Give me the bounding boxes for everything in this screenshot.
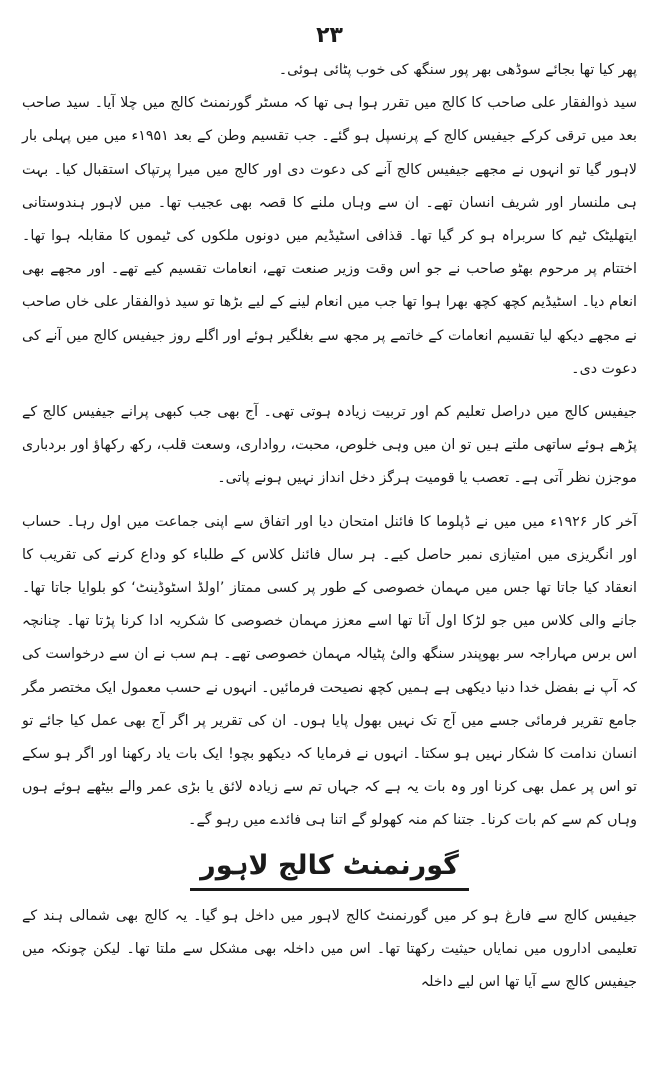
paragraph-gap — [22, 386, 637, 396]
paragraph-gap — [22, 496, 637, 506]
section-heading: گورنمنٹ کالج لاہور — [190, 846, 469, 891]
section-heading-wrap — [22, 846, 637, 894]
paragraph: جیفیس کالج سے فارغ ہو کر میں گورنمنٹ کالج لاہور میں داخل ہو گیا۔ یہ کالج بھی شمالی ہند کے تعلیمی اداروں میں نمایاں حیثیت رکھتا تھا۔ اس میں داخلہ بھی مشکل سے ملتا تھا۔ لیکن چونکہ میں جیفیس کالج سے آیا تھا اس لیے داخلہ — [22, 907, 637, 991]
paragraph: پھر کیا تھا بجائے سوڈھی بھر پور سنگھ کی خوب پٹائی ہوئی۔ — [278, 62, 637, 78]
paragraph: جیفیس کالج میں دراصل تعلیم کم اور تربیت زیادہ ہوتی تھی۔ آج بھی جب کبھی پرانے جیفیس کالج کے پڑھے ہوئے ساتھی ملتے ہیں تو ان میں وہی خلوص، محبت، رواداری، وسعت قلب، رکھ رکھاؤ اور بردباری موجزن نظر آتی ہے۔ تعصب یا قومیت ہرگز دخل انداز نہیں ہونے پاتی۔ — [22, 404, 637, 487]
page-number: ۲۳ — [316, 23, 343, 48]
paragraph: آخر کار ۱۹۲۶ء میں میں نے ڈپلوما کا فائنل امتحان دیا اور اتفاق سے اپنی جماعت میں اول رہا۔ حساب اور انگریزی میں امتیازی نمبر حاصل کیے۔ ہر سال فائنل کلاس کے طلباء کو وداع کرنے کی تقریب کا انعقاد کیا جاتا تھا جس میں مہمان خصوصی کے طور پر کسی ممتاز ’اولڈ اسٹوڈینٹ‘ کو بلوایا جاتا تھا۔ جانے والی کلاس میں جو لڑکا اول آتا تھا اسے معزز مہمان خصوصی کا شکریہ ادا کرنا پڑتا تھا۔ چنانچہ اس برس مہاراجہ سر بھوپندر سنگھ والیٔ پٹیالہ مہمان خصوصی تھے۔ ہم سب نے ان سے درخواست کی کہ آپ نے بفضل خدا دنیا دیکھی ہے ہمیں کچھ نصیحت فرمائیں۔ انہوں نے حسب معمول ایک مختصر مگر جامع تقریر فرمائی جسے میں آج تک نہیں بھول پایا ہوں۔ ان کی تقریر پر اگر آج بھی عمل کیا جائے تو انسان ندامت کا شکار نہیں ہو سکتا۔ انہوں نے فرمایا کہ دیکھو بچو! ایک بات یاد رکھنا اور اگر ہو سکے تو اس پر عمل بھی کرنا اور وہ بات یہ ہے کہ جہاں تم سے زیادہ لائق یا بڑی عمر والے بیٹھے ہوئے ہوں وہاں کم سے کم بات کرنا۔ جتنا کم منہ کھولو گے اتنا ہی فائدے میں رہو گے۔ — [22, 513, 637, 829]
paragraph: سید ذوالفقار علی صاحب کا کالج میں تقرر ہوا ہی تھا کہ مسٹر گورنمنٹ کالج میں چلا آیا۔ سید صاحب بعد میں ترقی کرکے جیفیس کالج کے پرنسپل ہو گئے۔ جب تقسیم وطن کے بعد ۱۹۵۱ء میں میں پہلی بار لاہور گیا تو انہوں نے مجھے جیفیس کالج آنے کی دعوت دی اور کالج میں میرا پرتپاک استقبال کیا۔ بہت ہی ملنسار اور شریف انسان تھے۔ ان سے وہاں ملنے کا قصہ بھی عجیب تھا۔ میں لاہور ہندوستانی ایتھلیٹک ٹیم کا سربراہ ہو کر گیا تھا۔ قذافی اسٹیڈیم میں دونوں ملکوں کی ٹیموں کا مقابلہ ہوا تھا۔ اختتام پر مرحوم بھٹو صاحب نے جو اس وقت وزیر صنعت تھے، انعامات تقسیم کیے تھے۔ اور مجھے بھی انعام دیا۔ اسٹیڈیم کچھ کچھ بھرا ہوا تھا جب میں انعام لینے کے لیے بڑھا تو سید ذوالفقار علی خاں صاحب نے مجھے دیکھ لیا تقسیم انعامات کے خاتمے پر مجھ سے بغلگیر ہوئے اور اگلے روز جیفیس کالج میں آنے کی دعوت دی۔ — [22, 95, 637, 377]
